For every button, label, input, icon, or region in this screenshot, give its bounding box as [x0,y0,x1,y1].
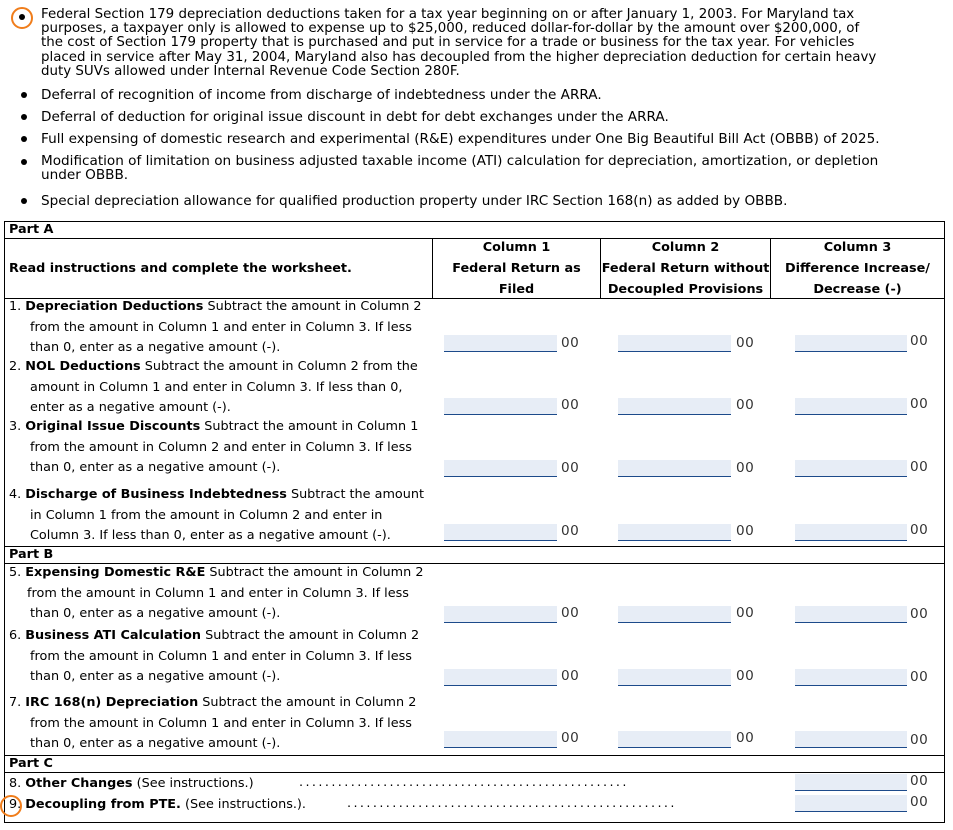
row-title: Business ATI Calculation [25,628,202,643]
cents-label: 00 [561,460,580,476]
cents-label: 00 [910,669,929,685]
cents-label: 00 [910,794,929,810]
cents-label: 00 [736,605,755,621]
row-7-column-3-input[interactable] [795,731,907,748]
bullet-line: duty SUVs allowed under Internal Revenue Code Section 280F. [41,63,460,79]
column-header-line: Decrease (-) [813,282,902,297]
cents-label: 00 [910,459,929,475]
cents-label: 00 [910,606,929,622]
row-title: Decoupling from PTE. [25,797,181,812]
row-6-column-2-input[interactable] [618,669,731,686]
row-title: Original Issue Discounts [25,419,201,434]
row-number: 3. [9,419,22,434]
row-text: Column 3. If less than 0, enter as a negative amount (-). [30,528,391,543]
row-1-label [9,297,422,359]
row-text: than 0, enter as a negative amount (-). [30,460,281,475]
column-3-header [771,237,944,300]
bullet-original-issue-discount: Deferral of deduction for original issue discount in debt for debt exchanges under the ARRA. [41,109,669,125]
cents-label: 00 [910,732,929,748]
cents-label: 00 [736,460,755,476]
row-number: 9. [9,797,22,812]
row-number: 2. [9,359,22,374]
row-1-column-2-input[interactable] [618,335,731,352]
column-1-header [433,237,600,300]
part-b-title: Part B [9,547,54,562]
instruction-text: Read instructions and complete the worksheet. [9,261,352,276]
bullet-line: placed in service after May 31, 2004, Maryland also has decoupled from the higher depreciation deduction for certain heavy [41,49,877,65]
bullet-icon [21,136,27,142]
cents-label: 00 [561,730,580,746]
part-a-title: Part A [9,222,54,237]
row-title: Discharge of Business Indebtedness [25,487,287,502]
row-4-column-1-input[interactable] [444,524,557,541]
row-text: Subtract the amount in Column 2 [205,565,424,580]
row-number: 1. [9,299,22,314]
row-2-column-3-input[interactable] [795,398,907,415]
row-2-column-2-input[interactable] [618,398,731,415]
row-text: than 0, enter as a negative amount (-). [30,736,281,751]
row-text: Subtract the amount in Column 2 [198,695,417,710]
row-5-column-1-input[interactable] [444,606,557,623]
row-6-column-3-input[interactable] [795,669,907,686]
cents-label: 00 [561,523,580,539]
cents-label: 00 [736,668,755,684]
row-text: than 0, enter as a negative amount (-). [30,606,281,621]
row-title: Depreciation Deductions [25,299,204,314]
column-2-header [601,237,770,300]
part-c-title: Part C [9,756,53,771]
cents-label: 00 [561,605,580,621]
bullet-icon [21,198,27,204]
row-text: than 0, enter as a negative amount (-). [30,340,281,355]
row-title: NOL Deductions [25,359,141,374]
row-number: 7. [9,695,22,710]
bullet-line: under OBBB. [41,167,129,183]
row-text: from the amount in Column 1 and enter in Column 3. If less [30,648,412,664]
cents-label: 00 [910,396,929,412]
cents-label: 00 [561,397,580,413]
bullet-rd-expensing: Full expensing of domestic research and experimental (R&E) expenditures under One Big Beautiful Bill Act (OBBB) of 2025. [41,131,880,147]
bullet-icon [21,92,27,98]
bullet-discharge-indebtedness: Deferral of recognition of income from discharge of indebtedness under the ARRA. [41,87,602,103]
row-5-label [9,563,423,625]
cents-label: 00 [561,335,580,351]
row-5-column-3-input[interactable] [795,606,907,623]
row-4-label [9,485,424,547]
column-header-line: Federal Return without [601,261,770,276]
row-4-column-2-input[interactable] [618,524,731,541]
bullet-icon [19,14,25,20]
cents-label: 00 [910,773,929,789]
cents-label: 00 [910,333,929,349]
row-9-label [9,795,306,816]
table-border [4,822,945,823]
row-text: Subtract the amount in Column 2 [201,628,420,643]
column-header-line: Difference Increase/ [785,261,930,276]
row-9-column-3-input[interactable] [795,795,907,812]
row-title: Other Changes [25,776,133,791]
row-6-label [9,626,419,688]
row-text: from the amount in Column 1 and enter in Column 3. If less [27,585,409,601]
row-text: Subtract the amount in Column 1 [200,419,419,434]
cents-label: 00 [561,668,580,684]
row-title: IRC 168(n) Depreciation [25,695,199,710]
cents-label: 00 [736,523,755,539]
cents-label: 00 [736,730,755,746]
bullet-line: the cost of Section 179 property that is purchased and put in service for a trade or business for the tax year. For vehicles [41,35,855,51]
row-text: from the amount in Column 2 and enter in Column 3. If less [30,439,412,455]
row-2-column-1-input[interactable] [444,398,557,415]
cents-label: 00 [910,522,929,538]
row-title: Expensing Domestic R&E [25,565,206,580]
row-text: Subtract the amount in Column 2 from the [140,359,418,374]
bullet-ati-calculation [41,154,878,182]
row-8-column-3-input[interactable] [795,774,907,791]
bullet-168n: Special depreciation allowance for qualified production property under IRC Section 168(n) as added by OBBB. [41,193,788,209]
table-border [4,772,945,773]
row-3-column-2-input[interactable] [618,460,731,477]
row-text: Subtract the amount in Column 2 [203,299,422,314]
table-border [4,755,945,756]
table-border [4,221,945,222]
row-8-label [9,774,254,795]
bullet-icon [21,114,27,120]
bullet-icon [21,159,27,165]
dot-leader: ................................................... [299,775,629,790]
row-text: (See instructions.) [132,776,254,791]
column-header-line: Column 2 [651,240,720,255]
bullet-section-179 [41,8,876,79]
bullet-line: purposes, a taxpayer only is allowed to expense up to $25,000, reduced dollar-for-dollar by the amount over $200,000, of [41,21,860,37]
table-border [4,221,5,823]
row-6-column-1-input[interactable] [444,669,557,686]
row-4-column-3-input[interactable] [795,524,907,541]
row-text: from the amount in Column 1 and enter in Column 3. If less [30,715,412,731]
row-7-label [9,693,416,755]
column-header-line: Column 3 [823,240,892,255]
row-text: Subtract the amount [286,487,424,502]
row-3-column-3-input[interactable] [795,460,907,477]
column-header-line: Decoupled Provisions [607,282,764,297]
table-border [944,221,945,823]
row-number: 4. [9,487,22,502]
row-3-column-1-input[interactable] [444,460,557,477]
row-7-column-1-input[interactable] [444,731,557,748]
row-number: 6. [9,628,22,643]
row-text: in Column 1 from the amount in Column 2 and enter in [30,507,383,523]
row-number: 8. [9,776,22,791]
row-7-column-2-input[interactable] [618,731,731,748]
bullet-line: Federal Section 179 depreciation deductions taken for a tax year beginning on or after January 1, 2003. For Maryland tax [41,7,855,22]
row-text: than 0, enter as a negative amount (-). [30,669,281,684]
bullet-line: Modification of limitation on business adjusted taxable income (ATI) calculation for depreciation, amortization, or depletion [41,153,879,169]
column-header-line: Column 1 [482,240,551,255]
column-header-line: Federal Return as Filed [452,261,581,297]
cents-label: 00 [736,335,755,351]
row-text: amount in Column 1 and enter in Column 3. If less than 0, [30,379,403,395]
row-1-column-1-input[interactable] [444,335,557,352]
dot-leader: ................................................... [347,796,677,811]
row-text: (See instructions.). [180,797,306,812]
row-text: from the amount in Column 1 and enter in Column 3. If less [30,319,412,335]
row-number: 5. [9,565,22,580]
row-1-column-3-input[interactable] [795,335,907,352]
row-3-label [9,417,418,479]
row-2-label [9,357,418,419]
cents-label: 00 [736,397,755,413]
row-5-column-2-input[interactable] [618,606,731,623]
row-text: enter as a negative amount (-). [30,400,231,415]
